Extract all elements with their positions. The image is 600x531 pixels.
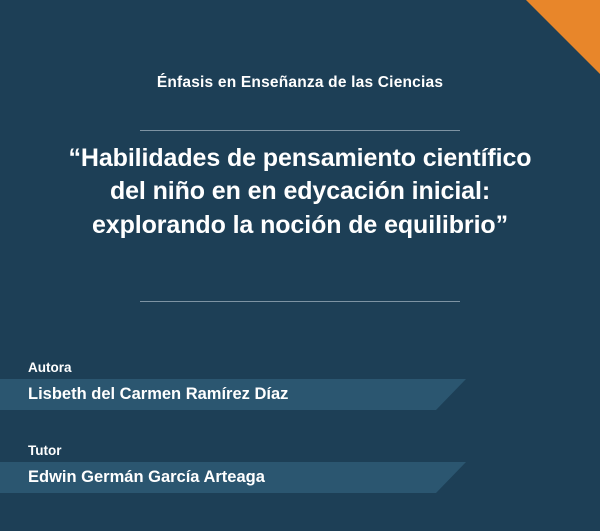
page-title: “Habilidades de pensamiento científico del niño en en edycación inicial: explorando la noción de equilibrio”: [68, 144, 532, 239]
author-name-banner: [0, 379, 466, 410]
divider-line-top: [140, 130, 460, 131]
author-name: Lisbeth del Carmen Ramírez Díaz: [28, 385, 289, 403]
author-block: [0, 360, 600, 410]
tutor-name-banner: [0, 462, 466, 493]
emphasis-subtitle: Énfasis en Enseñanza de las Ciencias: [156, 74, 444, 91]
tutor-name: Edwin Germán García Arteaga: [28, 468, 265, 486]
author-role-label: Autora: [28, 360, 72, 375]
tutor-block: [0, 443, 600, 493]
tutor-role-label: Tutor: [28, 443, 62, 458]
divider-line-bottom: [140, 301, 460, 302]
